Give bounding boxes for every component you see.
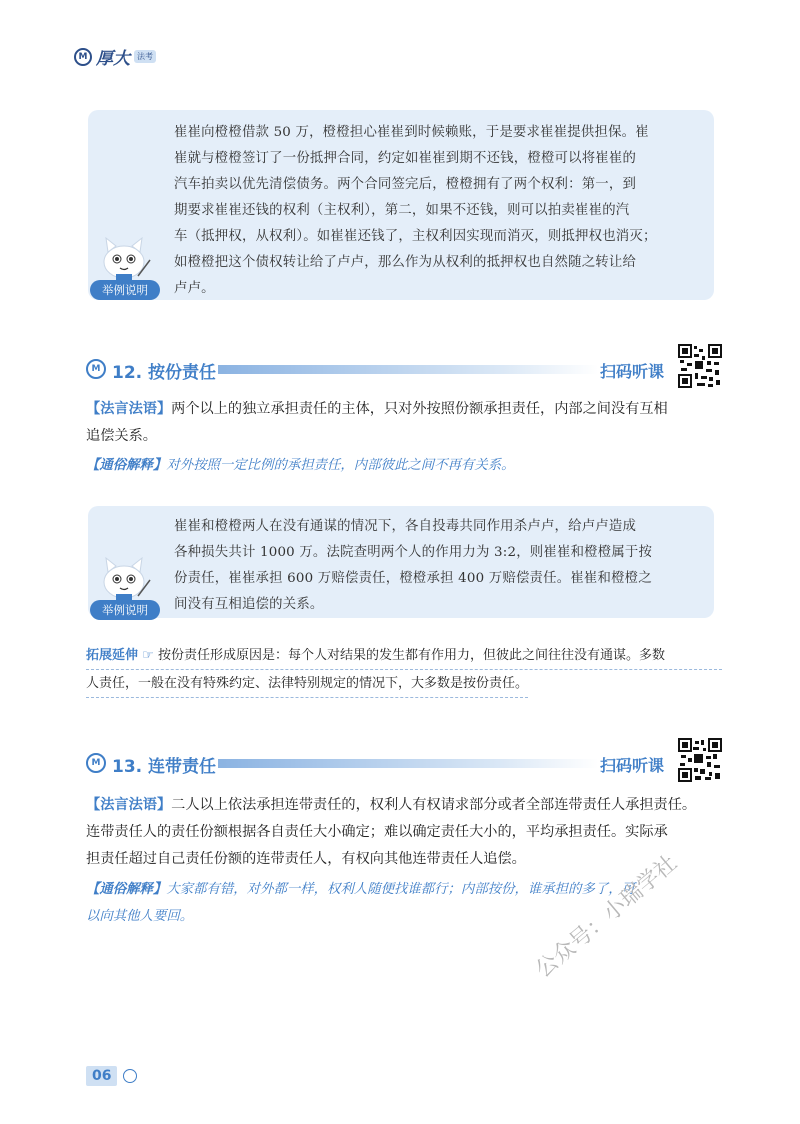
example-2-text: 崔崔和橙橙两人在没有通谋的情况下，各自投毒共同作用杀卢卢，给卢卢造成 各种损失共计 1000 万。法院查明两个人的作用力为 3:2，则崔崔和橙橙属于按 份责任，崔崔承担 600 万赔偿责任，橙橙承担 400 万赔偿责任。崔崔和橙橙之 间没有互相追偿的关系。	[174, 519, 653, 612]
extension-note: 拓展延伸 ☞ 按份责任形成原因是：每个人对结果的发生都有作用力，但彼此之间往往没有通谋。多数 人责任，一般在没有特殊约定、法律特别规定的情况下，大多数是按份责任。	[86, 642, 722, 698]
section-13-header	[86, 748, 726, 778]
publisher-logo	[74, 44, 156, 69]
example-box-1	[88, 110, 714, 300]
section-divider-bar	[218, 365, 598, 374]
scan-to-listen-label: 扫码听课	[600, 362, 665, 381]
example-box-2	[88, 506, 714, 618]
logo-mark-icon: M	[74, 48, 92, 66]
section-12-plain-text: 【通俗解释】对外按照一定比例的承担责任，内部彼此之间不再有关系。	[86, 458, 515, 473]
section-13-plain-text: 【通俗解释】大家都有错，对外都一样，权利人随便找谁都行；内部按份，谁承担的多了，可 以向其他人要回。	[86, 882, 636, 924]
section-divider-bar	[218, 759, 598, 768]
pointing-hand-icon: ☞	[142, 648, 154, 663]
qr-code-icon[interactable]	[678, 344, 722, 388]
section-12-title: 12. 按份责任	[112, 363, 217, 383]
page-number	[86, 1066, 137, 1086]
example-tag-2: 举例说明	[90, 600, 160, 620]
page-number-label: 06	[86, 1066, 117, 1086]
section-12-law-text: 【法言法语】两个以上的独立承担责任的主体，只对外按照份额承担责任，内部之间没有互相 追偿关系。	[86, 401, 668, 444]
example-tag-1: 举例说明	[90, 280, 160, 300]
section-logo-icon: M	[86, 359, 106, 379]
scan-to-listen-label: 扫码听课	[600, 756, 665, 775]
law-label: 【法言法语】	[86, 797, 172, 813]
extension-label: 拓展延伸	[86, 648, 139, 663]
section-logo-icon: M	[86, 753, 106, 773]
mascot-cat-icon	[94, 226, 154, 286]
section-13-law-text: 【法言法语】二人以上依法承担连带责任的，权利人有权请求部分或者全部连带责任人承担责任。 连带责任人的责任份额根据各自责任大小确定；难以确定责任大小的，平均承担责任。实际承 担责任超过自己责任份额的连带责任人，有权向其他连带责任人追偿。	[86, 797, 697, 867]
logo-subtitle: 法考	[134, 50, 156, 63]
section-13-title: 13. 连带责任	[112, 757, 217, 777]
plain-label: 【通俗解释】	[86, 882, 167, 897]
mascot-cat-icon	[94, 546, 154, 606]
example-1-text: 崔崔向橙橙借款 50 万，橙橙担心崔崔到时候赖账，于是要求崔崔提供担保。崔 崔就与橙橙签订了一份抵押合同，约定如崔崔到期不还钱，橙橙可以将崔崔的 汽车拍卖以优先清偿债务。两个合同签完后，橙橙拥有了两个权利：第一，到 期要求崔崔还钱的权利（主权利），第二，如果不还钱，则可以拍卖崔崔的汽 车（抵押权，从权利）。如崔崔还钱了，主权利因实现而消灭，则抵押权也消灭； 如橙橙把这个债权转让给了卢卢，那么作为从权利的抵押权也自然随之转让给 卢卢。	[174, 125, 657, 296]
qr-code-icon[interactable]	[678, 738, 722, 782]
plain-label: 【通俗解释】	[86, 458, 167, 473]
watermark: 公众号：小瑞学社	[531, 850, 683, 983]
law-label: 【法言法语】	[86, 401, 172, 417]
smile-circle-icon	[123, 1069, 137, 1083]
logo-text: 厚大	[96, 49, 130, 69]
section-12-header	[86, 354, 726, 384]
